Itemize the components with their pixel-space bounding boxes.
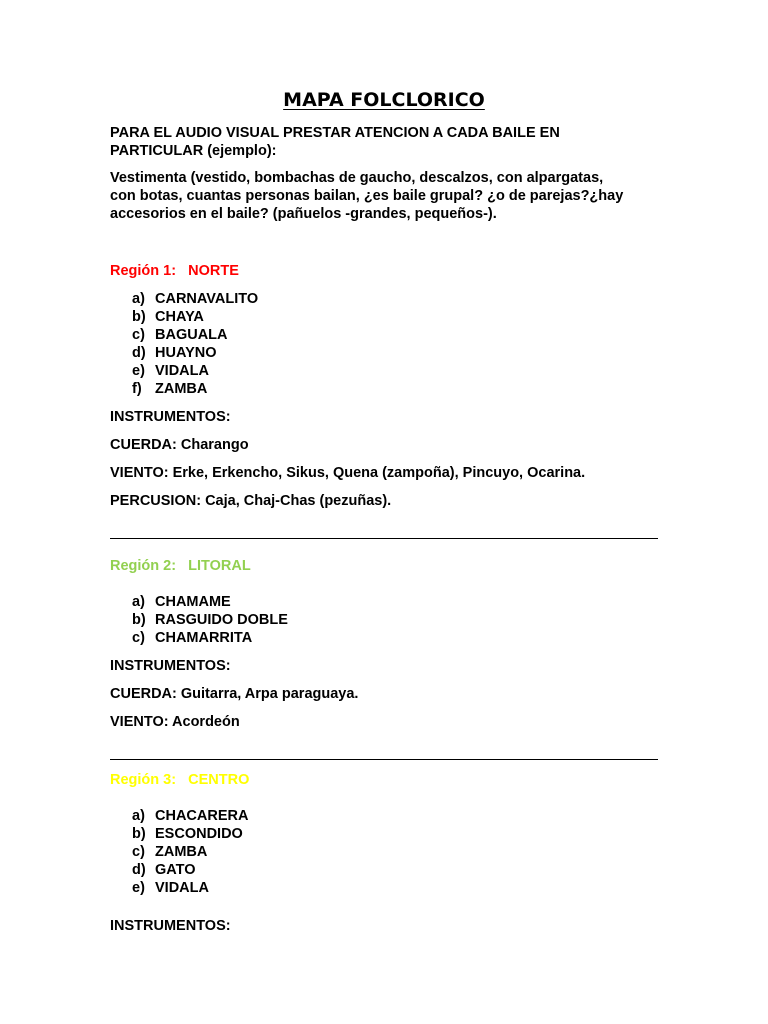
region-1-dance-list [110,290,258,398]
intro-heading: PARA EL AUDIO VISUAL PRESTAR ATENCION A CADA BAILE EN PARTICULAR (ejemplo): [110,125,560,159]
section-divider [110,759,658,760]
list-marker: a) [132,594,145,610]
list-marker: e) [132,363,145,379]
list-marker: c) [132,630,145,646]
intro-body: Vestimenta (vestido, bombachas de gaucho, descalzos, con alpargatas, con botas, cuantas personas bailan, ¿es baile grupal? ¿o de parejas?¿hay accesorios en el baile? (pañuelos -grandes, pequeños-). [110,170,624,222]
dance-name: CHAYA [155,309,204,325]
dance-name: HUAYNO [155,345,217,361]
region-3-instruments-heading: INSTRUMENTOS: [110,918,231,934]
dance-name: CHAMARRITA [155,630,253,646]
dance-name: RASGUIDO DOBLE [155,612,288,628]
section-divider [110,538,658,539]
list-marker: c) [132,844,145,860]
region-3-heading: Región 3: CENTRO [110,772,250,788]
list-marker: f) [132,381,142,397]
region-1-instrument-percusion: PERCUSION: Caja, Chaj-Chas (pezuñas). [110,493,392,509]
list-marker: b) [132,826,146,842]
dance-name: GATO [155,862,196,878]
list-item [110,843,248,861]
region-2-dance-list [110,593,288,647]
list-item [110,879,248,897]
dance-name: ESCONDIDO [155,826,243,842]
region-2-instruments-heading: INSTRUMENTOS: [110,658,231,674]
region-2-instrument-cuerda: CUERDA: Guitarra, Arpa paraguaya. [110,686,359,702]
region-3-dance-list [110,807,248,897]
list-item [110,825,248,843]
list-item [110,362,258,380]
dance-name: ZAMBA [155,844,208,860]
list-marker: c) [132,327,145,343]
list-item [110,344,258,362]
list-item [110,593,288,611]
list-marker: b) [132,309,146,325]
region-2-heading: Región 2: LITORAL [110,558,251,574]
region-1-instrument-viento: VIENTO: Erke, Erkencho, Sikus, Quena (zampoña), Pincuyo, Ocarina. [110,465,586,481]
list-marker: d) [132,345,146,361]
dance-name: CHAMAME [155,594,231,610]
region-1-instrument-cuerda: CUERDA: Charango [110,437,249,453]
list-item [110,611,288,629]
dance-name: VIDALA [155,880,209,896]
list-item [110,629,288,647]
dance-name: CHACARERA [155,808,249,824]
list-item [110,326,258,344]
list-item [110,290,258,308]
region-1-heading: Región 1: NORTE [110,263,239,279]
list-marker: a) [132,291,145,307]
list-marker: e) [132,880,145,896]
dance-name: VIDALA [155,363,209,379]
dance-name: CARNAVALITO [155,291,259,307]
dance-name: BAGUALA [155,327,228,343]
dance-name: ZAMBA [155,381,208,397]
page-title: MAPA FOLCLORICO [283,89,485,111]
list-marker: b) [132,612,146,628]
region-1-instruments-heading: INSTRUMENTOS: [110,409,231,425]
list-item [110,380,258,398]
list-item [110,861,248,879]
list-marker: d) [132,862,146,878]
region-2-instrument-viento: VIENTO: Acordeón [110,714,240,730]
list-item [110,807,248,825]
list-marker: a) [132,808,145,824]
list-item [110,308,258,326]
